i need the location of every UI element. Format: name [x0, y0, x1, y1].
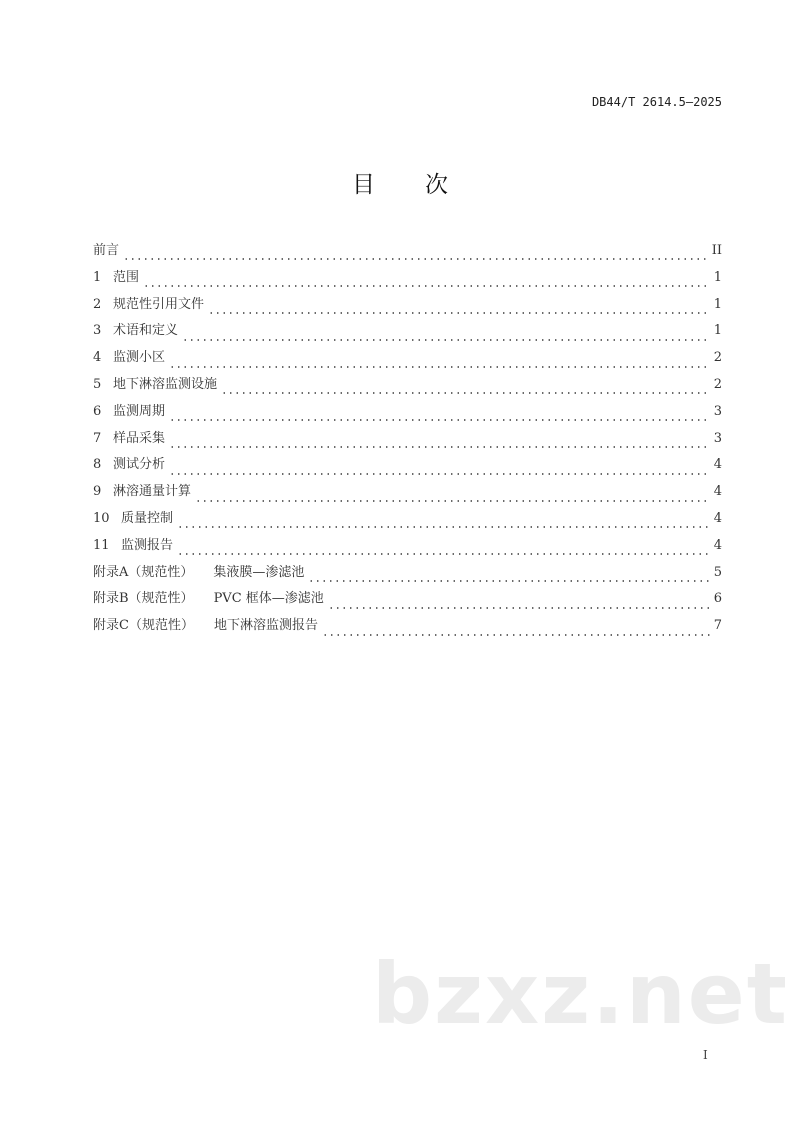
dot-leader — [123, 258, 708, 260]
toc-entry-page: 1 — [713, 269, 722, 285]
toc-entry-number: 7 — [93, 430, 102, 446]
toc-entry-label: 规范性引用文件 — [113, 296, 205, 312]
toc-entry-label: 淋溶通量计算 — [113, 484, 192, 500]
page-title: 目次 — [352, 172, 498, 198]
toc-entry-page: 3 — [713, 430, 722, 446]
toc-entry-label: 前言 — [93, 243, 120, 258]
toc-entry-number: 1 — [93, 269, 102, 285]
dot-leader — [322, 634, 710, 636]
dot-leader — [169, 419, 710, 421]
dot-leader — [177, 526, 710, 528]
toc-entry[interactable] — [93, 403, 722, 430]
toc-entry-label: 地下淋溶监测报告 — [213, 618, 318, 634]
toc-entry-page: 4 — [713, 457, 722, 473]
toc-entry-number: 附录A（规范性） — [93, 564, 194, 580]
dot-leader — [169, 473, 710, 475]
toc-entry[interactable] — [93, 349, 722, 376]
toc-entry[interactable] — [93, 456, 722, 483]
toc-entry-page: 4 — [713, 484, 722, 500]
toc-entry-page: 4 — [713, 510, 722, 526]
toc-entry-number: 附录B（规范性） — [93, 591, 194, 607]
document-code: DB44/T 2614.5—2025 — [591, 95, 722, 109]
toc-entry[interactable] — [93, 483, 722, 510]
toc-entry[interactable] — [93, 510, 722, 537]
watermark: bzxz.net — [372, 945, 789, 1043]
toc-entry-page: 2 — [713, 376, 722, 392]
toc-entry-label: 监测周期 — [113, 403, 166, 419]
dot-leader — [169, 446, 710, 448]
toc-entry-number: 4 — [93, 350, 102, 366]
toc-entry[interactable] — [93, 590, 722, 617]
toc-entry-label: 术语和定义 — [113, 323, 179, 339]
toc-entry-label: 监测报告 — [121, 537, 174, 553]
toc-entry[interactable] — [93, 430, 722, 457]
toc-entry-number: 附录C（规范性） — [93, 618, 194, 634]
toc-entry[interactable] — [93, 617, 722, 644]
toc-entry[interactable] — [93, 269, 722, 296]
toc-entry-label: 集液膜—渗滤池 — [213, 564, 305, 580]
toc-entry-page: 4 — [713, 537, 722, 553]
toc-entry[interactable] — [93, 537, 722, 564]
toc-entry-number: 9 — [93, 484, 102, 500]
toc-entry[interactable] — [93, 564, 722, 591]
toc-entry-page: 3 — [713, 403, 722, 419]
toc-entry-label: 样品采集 — [113, 430, 166, 446]
table-of-contents — [93, 242, 722, 644]
toc-entry-number: 8 — [93, 457, 102, 473]
toc-entry-number: 2 — [93, 296, 102, 312]
toc-entry-page: 2 — [713, 350, 722, 366]
toc-entry-page: II — [711, 243, 722, 258]
dot-leader — [182, 339, 710, 341]
toc-entry-page: 1 — [713, 296, 722, 312]
toc-entry-page: 7 — [713, 618, 722, 634]
toc-entry-number: 5 — [93, 376, 102, 392]
toc-entry[interactable] — [93, 322, 722, 349]
toc-entry-label: 测试分析 — [113, 457, 166, 473]
dot-leader — [221, 392, 710, 394]
dot-leader — [208, 312, 710, 314]
toc-entry[interactable] — [93, 242, 722, 269]
dot-leader — [177, 553, 710, 555]
toc-entry[interactable] — [93, 376, 722, 403]
toc-entry-number: 3 — [93, 323, 102, 339]
toc-entry-page: 1 — [713, 323, 722, 339]
dot-leader — [143, 285, 710, 287]
toc-entry-page: 6 — [713, 591, 722, 607]
toc-entry-label: 质量控制 — [121, 510, 174, 526]
dot-leader — [169, 366, 710, 368]
toc-entry-label: 地下淋溶监测设施 — [113, 376, 218, 392]
toc-entry-label: PVC 框体—渗滤池 — [213, 591, 324, 607]
toc-entry-number: 6 — [93, 403, 102, 419]
toc-entry-number: 10 — [93, 510, 110, 526]
toc-entry-page: 5 — [713, 564, 722, 580]
page-number: I — [703, 1048, 708, 1062]
toc-entry-number: 11 — [93, 537, 110, 553]
toc-entry[interactable] — [93, 296, 722, 323]
dot-leader — [195, 500, 710, 502]
dot-leader — [328, 607, 710, 609]
toc-entry-label: 监测小区 — [113, 350, 166, 366]
toc-entry-label: 范围 — [113, 269, 140, 285]
dot-leader — [308, 580, 709, 582]
